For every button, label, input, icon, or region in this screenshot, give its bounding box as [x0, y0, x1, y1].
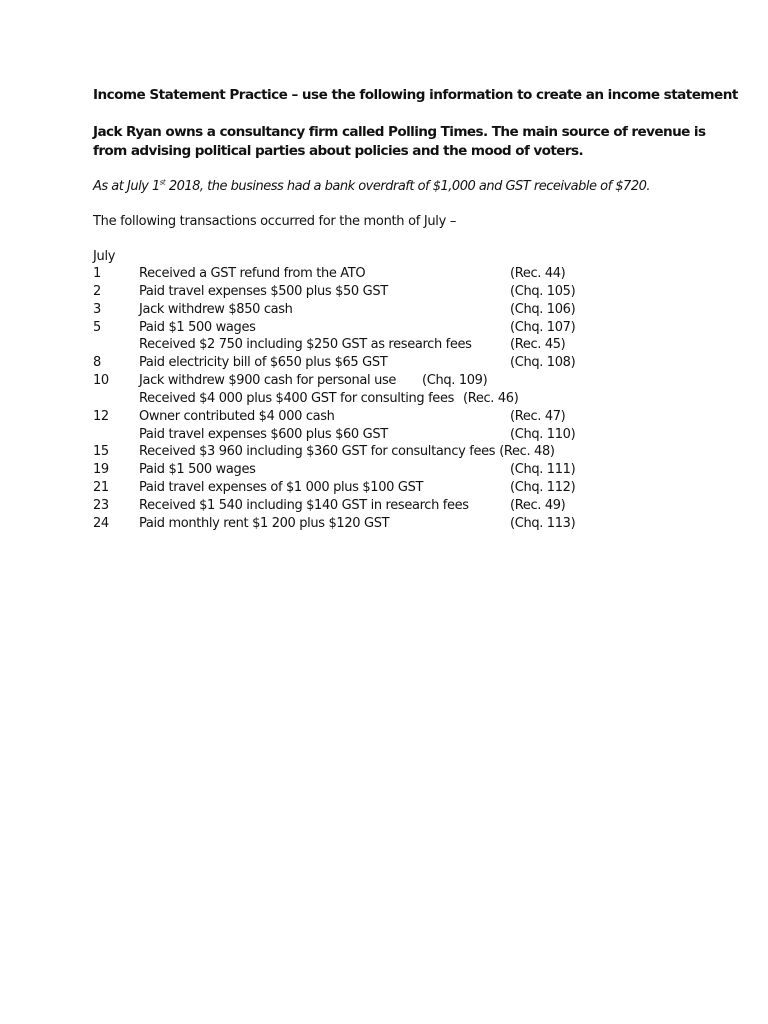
transaction-row — [93, 283, 703, 301]
opening-balance-note — [93, 177, 703, 196]
transaction-description: Jack withdrew $850 cash — [139, 301, 293, 317]
transaction-description — [139, 443, 555, 461]
transaction-row — [93, 390, 703, 408]
transaction-reference: (Chq. 105) — [510, 283, 576, 299]
transaction-description: Received $2 750 including $250 GST as research fees — [139, 337, 472, 353]
transaction-description: Paid travel expenses of $1 000 plus $100 GST — [139, 480, 424, 496]
transaction-list — [93, 265, 703, 533]
transaction-day: 21 — [93, 480, 109, 496]
transaction-reference: (Chq. 107) — [510, 319, 576, 335]
transaction-row — [93, 354, 703, 372]
transaction-description: Paid electricity bill of $650 plus $65 GST — [139, 355, 388, 371]
transaction-day: 8 — [93, 355, 101, 371]
ordinal-suffix: st — [159, 178, 166, 187]
transaction-reference: (Rec. 46) — [463, 390, 519, 406]
transaction-row — [93, 461, 703, 479]
transaction-day: 23 — [93, 497, 109, 513]
transaction-day: 10 — [93, 373, 109, 389]
intro-line-2: from advising political parties about policies and the mood of voters. — [93, 143, 584, 159]
transaction-description: Received a GST refund from the ATO — [139, 266, 366, 281]
transaction-description — [139, 390, 518, 408]
transaction-row — [93, 443, 703, 461]
transaction-row — [93, 497, 703, 515]
transaction-reference: (Chq. 109) — [422, 373, 488, 389]
transaction-reference: (Chq. 106) — [510, 301, 576, 317]
transaction-row — [93, 301, 703, 319]
transaction-row — [93, 265, 703, 283]
transaction-day: 5 — [93, 319, 101, 335]
transaction-day: 2 — [93, 283, 101, 299]
transaction-description: Paid monthly rent $1 200 plus $120 GST — [139, 515, 390, 531]
transaction-row — [93, 319, 703, 337]
transaction-day: 12 — [93, 408, 109, 424]
transaction-reference: (Rec. 44) — [510, 266, 566, 281]
transaction-reference: (Rec. 48) — [499, 444, 555, 460]
transaction-description-text: Received $4 000 plus $400 GST for consulting fees — [139, 390, 455, 406]
transaction-description: Owner contributed $4 000 cash — [139, 408, 335, 424]
transaction-reference: (Chq. 113) — [510, 515, 576, 531]
transaction-day: 24 — [93, 515, 109, 531]
transaction-description: Paid $1 500 wages — [139, 462, 256, 478]
transaction-description-text: Jack withdrew $900 cash for personal use — [139, 373, 397, 389]
transaction-row — [93, 336, 703, 354]
transaction-reference: (Chq. 111) — [510, 462, 576, 478]
intro-paragraph — [93, 123, 706, 161]
transaction-day: 19 — [93, 462, 109, 478]
transaction-reference: (Rec. 49) — [510, 497, 566, 513]
transaction-reference: (Chq. 112) — [510, 480, 576, 496]
transactions-lead: The following transactions occurred for the month of July – — [93, 214, 457, 229]
transaction-description: Paid $1 500 wages — [139, 319, 256, 335]
balance-text-start: As at July 1 — [93, 179, 160, 194]
transaction-description: Paid travel expenses $600 plus $60 GST — [139, 426, 388, 442]
transaction-day: 3 — [93, 301, 101, 317]
transaction-row — [93, 479, 703, 497]
transaction-description — [139, 372, 487, 390]
month-label: July — [93, 249, 116, 264]
transaction-reference: (Rec. 45) — [510, 337, 566, 353]
transaction-row — [93, 426, 703, 444]
transaction-description: Received $1 540 including $140 GST in research fees — [139, 497, 469, 513]
document-page — [93, 86, 738, 533]
transaction-row — [93, 372, 703, 390]
transaction-reference: (Chq. 108) — [510, 355, 576, 371]
transaction-row — [93, 408, 703, 426]
intro-line-1: Jack Ryan owns a consultancy firm called Polling Times. The main source of revenue is — [93, 124, 706, 140]
page-title: Income Statement Practice – use the following information to create an income statement — [93, 87, 738, 103]
transaction-description: Paid travel expenses $500 plus $50 GST — [139, 283, 388, 299]
transaction-reference: (Chq. 110) — [510, 426, 576, 442]
transaction-reference: (Rec. 47) — [510, 408, 566, 424]
transaction-description-text: Received $3 960 including $360 GST for consultancy fees — [139, 444, 496, 460]
balance-text-end: 2018, the business had a bank overdraft of $1,000 and GST receivable of $720. — [165, 179, 650, 194]
transaction-day: 15 — [93, 444, 109, 460]
transaction-day: 1 — [93, 266, 101, 281]
transaction-row — [93, 515, 703, 533]
